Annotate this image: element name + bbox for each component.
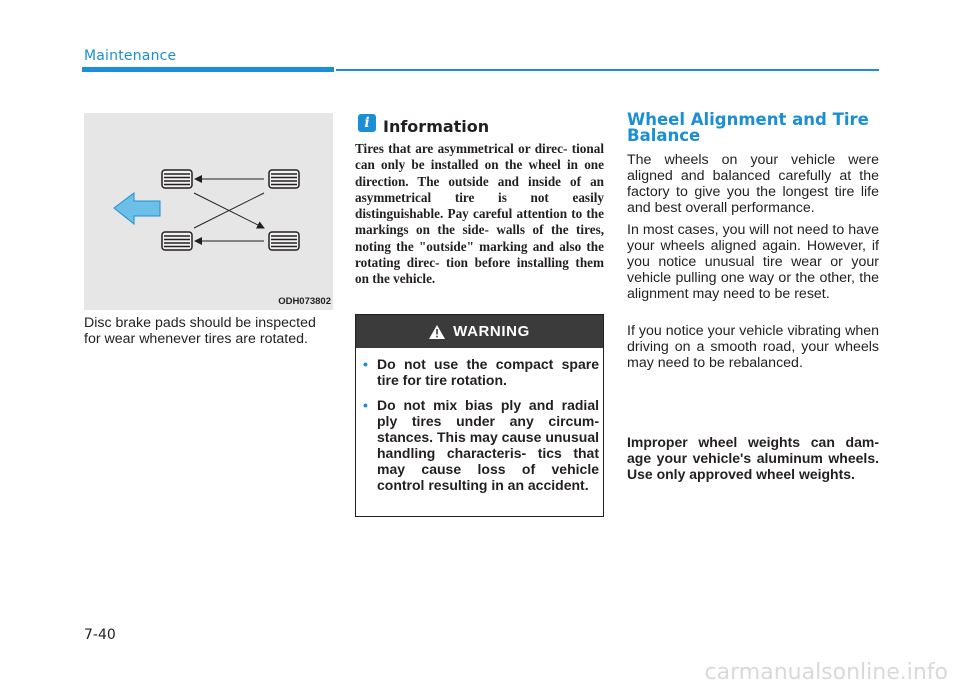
warning-triangle-icon bbox=[429, 325, 445, 339]
page-number: 7-40 bbox=[84, 627, 116, 643]
info-icon: i bbox=[358, 114, 376, 132]
information-body: Tires that are asymmetrical or direc- tional can only be installed on the wheel in one direction. The outside and inside of an asymmetrical tire is not easily distinguishable. Pay careful attention to the markings on the side- walls of the tires, noting the "outside" marking and also the rotating direc- tion before installing them on the vehicle. bbox=[355, 141, 604, 287]
tire-front-left-icon bbox=[162, 170, 192, 188]
section-title: Maintenance bbox=[84, 48, 177, 64]
bullet-icon: • bbox=[363, 356, 368, 372]
tire-rear-right-icon bbox=[269, 232, 299, 250]
warning-item: • Do not use the compact spare tire for tire rotation. bbox=[363, 356, 599, 388]
information-title: Information bbox=[383, 117, 490, 136]
figure-code: ODH073802 bbox=[278, 296, 331, 307]
wheel-weight-caution: Improper wheel weights can dam- age your vehicle's aluminum wheels. Use only approved wheel weights. bbox=[627, 434, 879, 482]
direction-arrow-icon bbox=[114, 193, 160, 224]
warning-header bbox=[356, 315, 603, 348]
warning-list bbox=[363, 356, 599, 502]
warning-item: • Do not mix bias ply and radial ply tires under any circum- stances. This may cause unusual handling characteris- tics that may cause loss of vehicle control resulting in an accident. bbox=[363, 397, 599, 493]
tire-rotation-diagram bbox=[84, 113, 333, 310]
alignment-paragraph: If you notice your vehicle vibrating when driving on a smooth road, your wheels may need to be rebalanced. bbox=[627, 323, 879, 371]
wheel-alignment-title: Wheel Alignment and Tire Balance bbox=[627, 110, 869, 145]
bullet-icon: • bbox=[363, 397, 368, 413]
tire-rotation-figure bbox=[84, 113, 333, 310]
watermark: carmanualsonline.info bbox=[704, 660, 948, 685]
brake-pad-note: Disc brake pads should be inspected for wear whenever tires are rotated. bbox=[84, 315, 316, 347]
warning-box bbox=[355, 314, 604, 517]
alignment-paragraph: The wheels on your vehicle were aligned and balanced carefully at the factory to give you the longest tire life and best overall performance. bbox=[627, 152, 879, 216]
tire-rear-left-icon bbox=[269, 170, 299, 188]
header-rule-thick bbox=[82, 67, 334, 72]
warning-label: WARNING bbox=[453, 323, 530, 340]
alignment-paragraph: In most cases, you will not need to have your wheels aligned again. However, if you notice unusual tire wear or your vehicle pulling one way or the other, the alignment may need to be reset. bbox=[627, 222, 879, 302]
tire-front-right-icon bbox=[162, 232, 192, 250]
header-rule-thin bbox=[336, 69, 879, 71]
